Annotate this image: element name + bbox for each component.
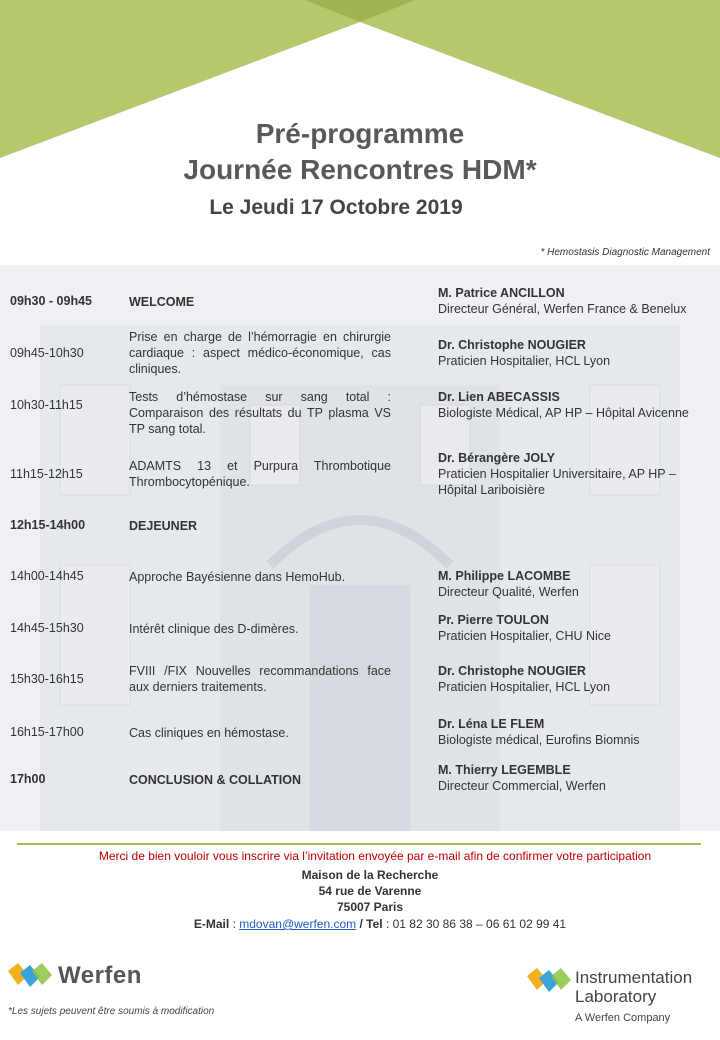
speaker-role: Praticien Hospitalier, HCL Lyon: [438, 354, 611, 368]
speaker-name: Dr. Léna LE FLEM: [438, 717, 545, 731]
session-topic: Intérêt clinique des D-dimères.: [129, 622, 299, 636]
time-slot: 09h45-10h30: [10, 346, 84, 360]
email-separator: :: [229, 917, 240, 931]
time-slot: 12h15-14h00: [10, 518, 86, 532]
speaker-name: M. Thierry LEGEMBLE: [438, 763, 571, 777]
session-topic: WELCOME: [129, 295, 195, 309]
session-topic: Tests d’hémostase sur sang total : Comparaison des résultats du TP plasma VS TP sang total.: [129, 390, 391, 436]
speaker-role: Directeur Commercial, Werfen: [438, 779, 606, 793]
time-slot: 17h00: [10, 772, 46, 786]
werfen-logo-icon: [8, 963, 52, 989]
speaker-name: Dr. Bérangère JOLY: [438, 451, 555, 465]
speaker-role: Praticien Hospitalier, HCL Lyon: [438, 680, 611, 694]
tel-label: / Tel: [356, 917, 383, 931]
il-logo-icon: [527, 968, 571, 994]
time-slot: 15h30-16h15: [10, 672, 84, 686]
event-title: Journée Rencontres HDM*: [183, 154, 537, 185]
il-logo: [527, 968, 692, 1024]
registration-notice: Merci de bien vouloir vous inscrire via l’invitation envoyée par e-mail afin de confirmer votre participation: [98, 849, 652, 863]
tel-numbers: : 01 82 30 86 38 – 06 61 02 99 41: [382, 917, 567, 931]
time-slot: 09h30 - 09h45: [10, 294, 92, 308]
speaker-role: Praticien Hospitalier, CHU Nice: [438, 629, 611, 643]
speaker-name: Dr. Christophe NOUGIER: [438, 338, 586, 352]
time-slot: 14h45-15h30: [10, 621, 84, 635]
speaker-name: Dr. Lien ABECASSIS: [438, 390, 560, 404]
speaker-role: Directeur Qualité, Werfen: [438, 585, 579, 599]
speaker-name: Dr. Christophe NOUGIER: [438, 664, 586, 678]
email-label: E-Mail: [193, 917, 230, 931]
email-link[interactable]: mdovan@werfen.com: [239, 917, 357, 931]
footer-divider: [17, 843, 701, 845]
time-slot: 10h30-11h15: [10, 398, 83, 412]
venue-name: Maison de la Recherche: [301, 868, 439, 882]
il-wordmark-line2: Laboratory: [575, 987, 657, 1006]
venue-street: 54 rue de Varenne: [318, 884, 422, 898]
speaker-name: M. Philippe LACOMBE: [438, 569, 571, 583]
contact-line: [20, 917, 720, 931]
session-topic: Cas cliniques en hémostase.: [129, 726, 289, 740]
venue-city: 75007 Paris: [336, 900, 404, 914]
page-title: Pré-programme: [255, 118, 465, 149]
disclaimer: *Les sujets peuvent être soumis à modification: [8, 1006, 215, 1017]
speaker-role: Praticien Hospitalier Universitaire, AP HP – Hôpital Lariboisière: [438, 467, 676, 497]
time-slot: 16h15-17h00: [10, 725, 84, 739]
time-slot: 11h15-12h15: [10, 467, 83, 481]
il-tagline: A Werfen Company: [575, 1012, 671, 1024]
hdm-footnote: * Hemostasis Diagnostic Management: [540, 247, 710, 258]
werfen-logo: [8, 962, 142, 990]
session-topic: Prise en charge de l’hémorragie en chirurgie cardiaque : aspect médico-économique, cas cliniques.: [129, 330, 391, 376]
il-wordmark-line1: Instrumentation: [575, 968, 693, 987]
speaker-name: M. Patrice ANCILLON: [438, 286, 565, 300]
session-topic: DEJEUNER: [129, 519, 198, 533]
speaker-name: Pr. Pierre TOULON: [438, 613, 549, 627]
time-slot: 14h00-14h45: [10, 569, 84, 583]
speaker-role: Directeur Général, Werfen France & Benelux: [438, 302, 687, 316]
session-topic: FVIII /FIX Nouvelles recommandations face aux derniers traitements.: [129, 664, 391, 694]
session-topic: CONCLUSION & COLLATION: [129, 773, 301, 787]
speaker-role: Biologiste Médical, AP HP – Hôpital Avicenne: [438, 406, 689, 420]
session-topic: Approche Bayésienne dans HemoHub.: [129, 570, 346, 584]
event-date: Le Jeudi 17 Octobre 2019: [209, 196, 463, 219]
session-topic: ADAMTS 13 et Purpura Thrombotique Thrombocytopénique.: [129, 459, 391, 489]
speaker-role: Biologiste médical, Eurofins Biomnis: [438, 733, 640, 747]
werfen-wordmark: Werfen: [58, 962, 142, 989]
